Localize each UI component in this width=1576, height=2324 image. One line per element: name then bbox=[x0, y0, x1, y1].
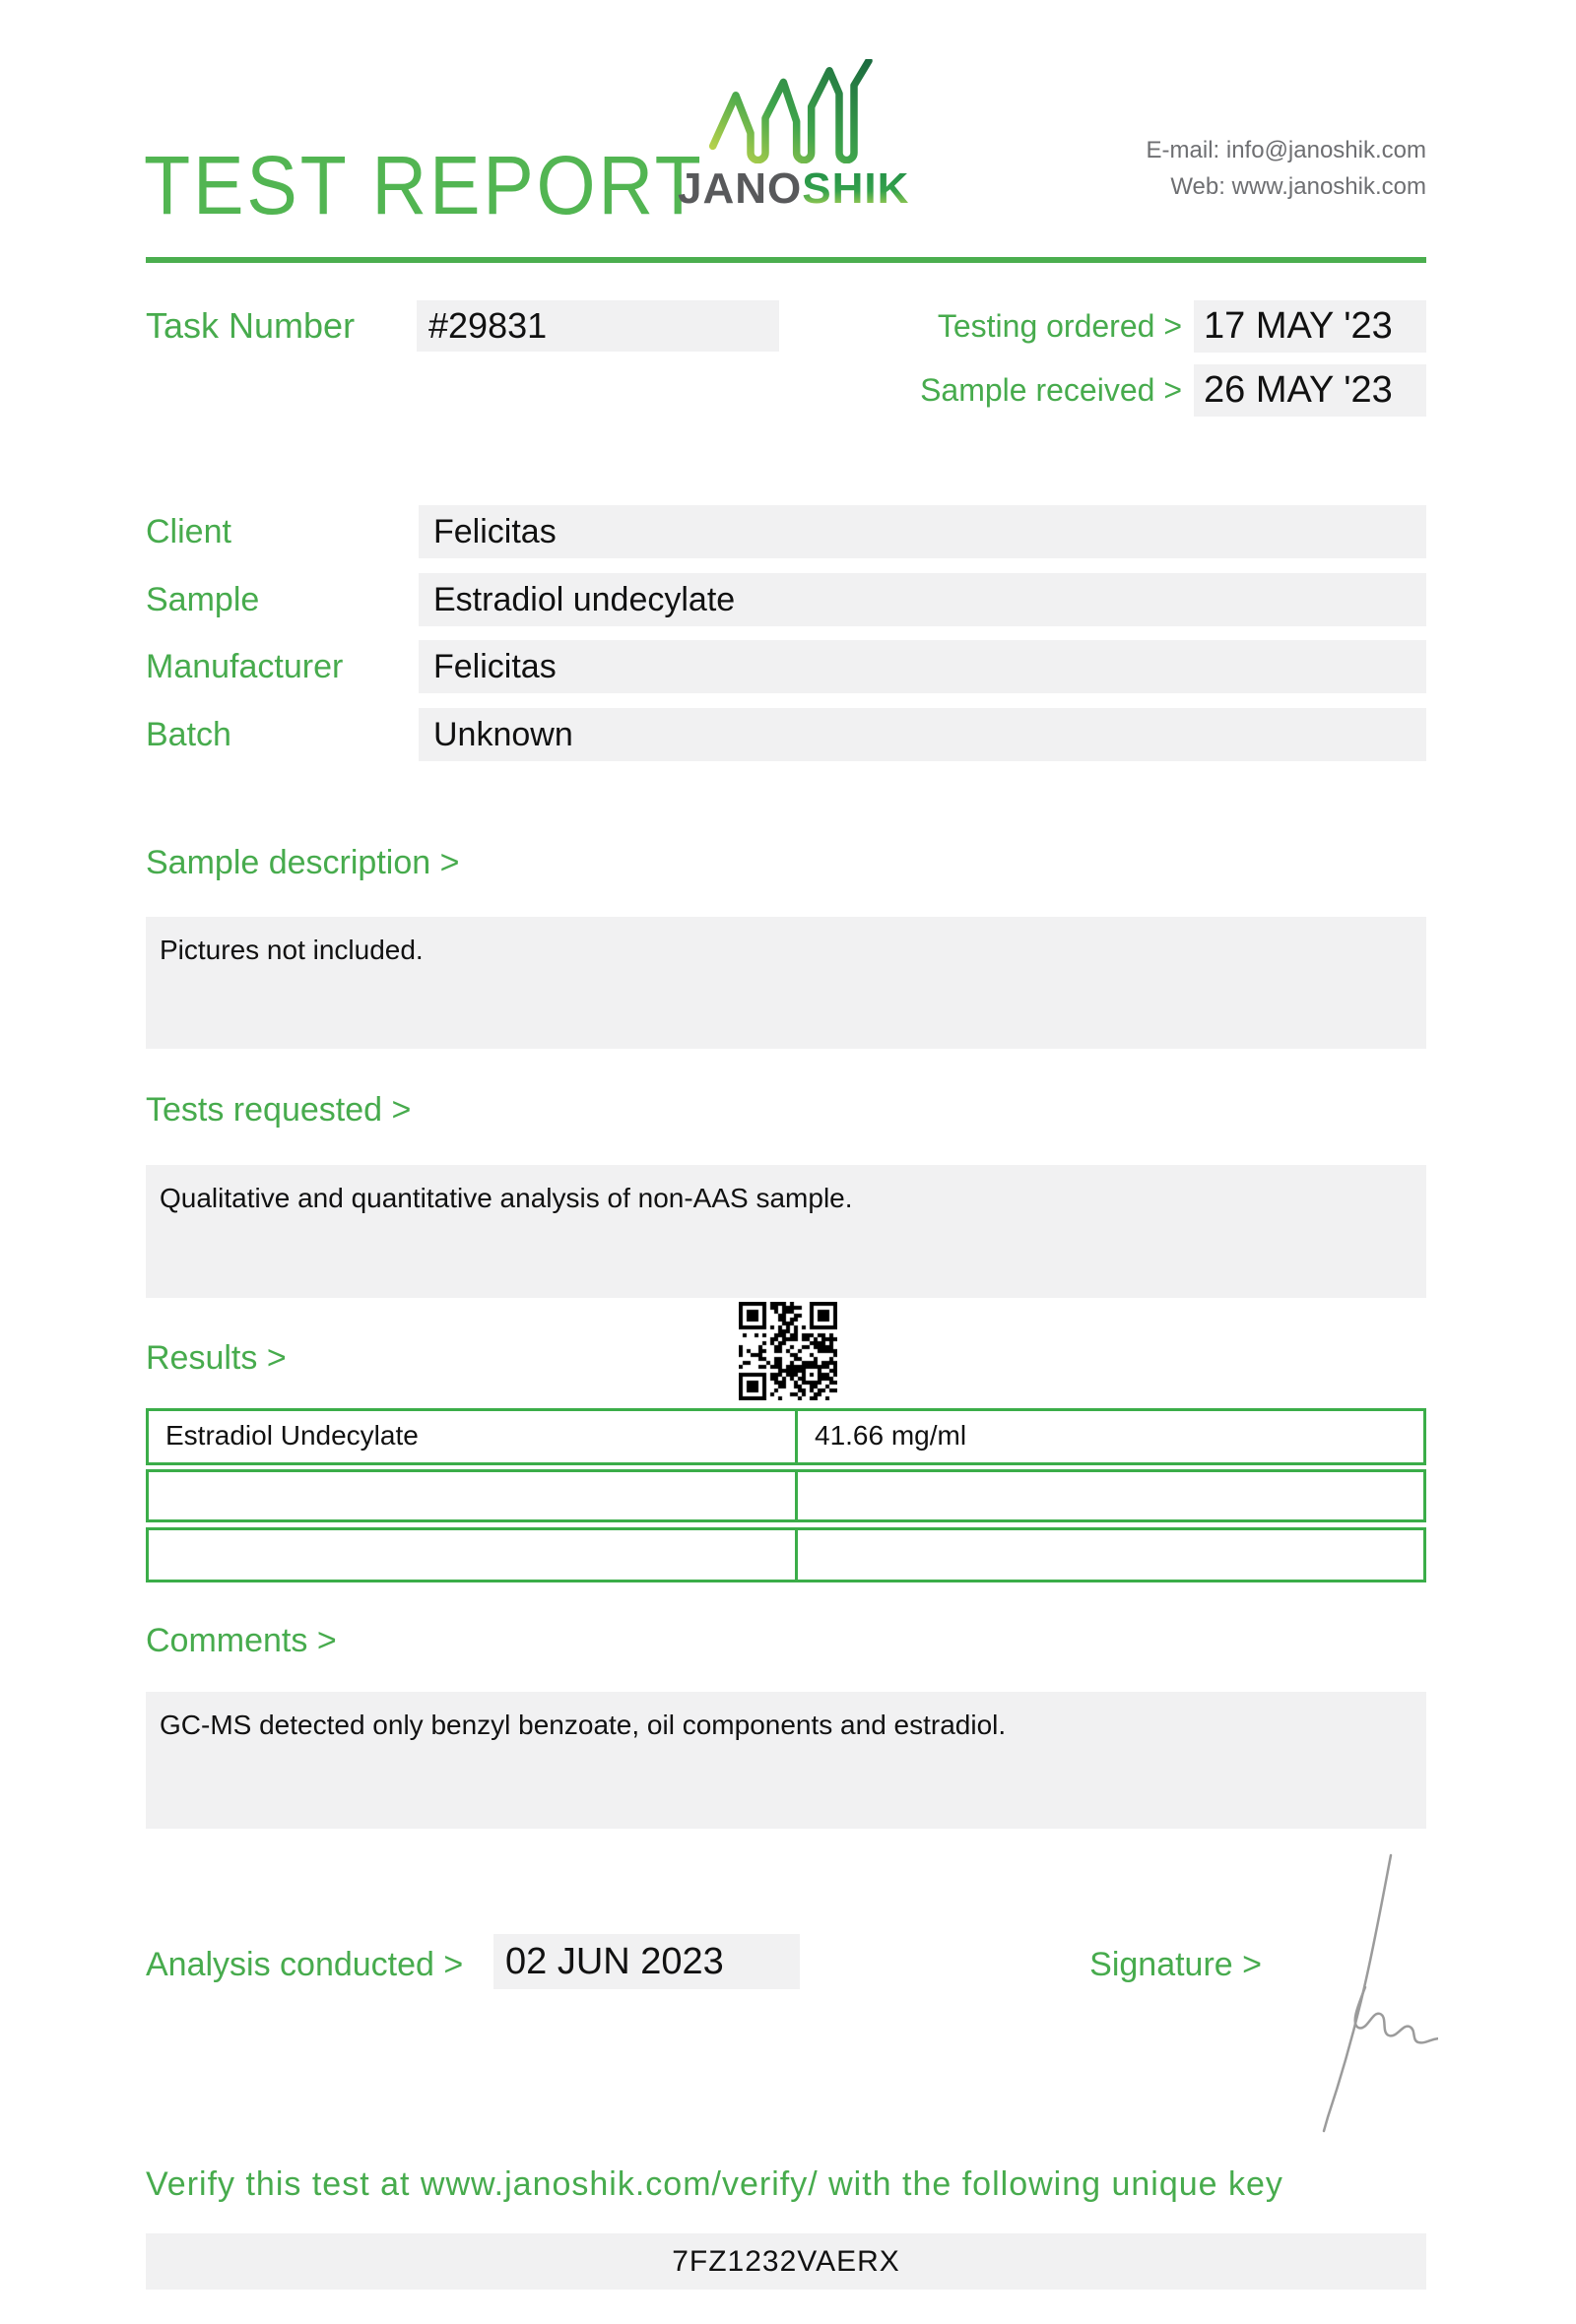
janoshik-logo bbox=[678, 59, 910, 213]
comments-text: GC-MS detected only benzyl benzoate, oil components and estradiol. bbox=[160, 1710, 1007, 1740]
signature-label: Signature > bbox=[1089, 1946, 1262, 1983]
result-name-cell bbox=[146, 1469, 798, 1522]
logo-text-jano: JANO bbox=[678, 164, 803, 213]
task-number-label: Task Number bbox=[146, 305, 356, 346]
sample-description-heading: Sample description > bbox=[146, 844, 460, 881]
logo-text-shik: SHIK bbox=[802, 164, 910, 213]
email-value: info@janoshik.com bbox=[1225, 137, 1426, 163]
batch-value-box bbox=[419, 708, 1426, 761]
comments-box bbox=[146, 1692, 1426, 1829]
sample-label: Sample bbox=[146, 581, 260, 618]
client-value-box bbox=[419, 505, 1426, 558]
contact-web-line bbox=[934, 168, 1426, 205]
task-number-value: #29831 bbox=[428, 305, 548, 346]
tests-requested-text: Qualitative and quantitative analysis of non-AAS sample. bbox=[160, 1183, 853, 1213]
result-value-cell bbox=[795, 1408, 1426, 1465]
sample-description-text: Pictures not included. bbox=[160, 935, 424, 965]
web-label: Web: bbox=[1170, 173, 1225, 200]
results-heading: Results > bbox=[146, 1339, 287, 1377]
testing-ordered-label: Testing ordered > bbox=[937, 308, 1182, 344]
result-value-cell bbox=[795, 1527, 1426, 1582]
result-name: Estradiol Undecylate bbox=[165, 1420, 419, 1451]
testing-ordered-box bbox=[1194, 300, 1426, 353]
result-value-cell bbox=[795, 1469, 1426, 1522]
table-row bbox=[146, 1408, 1426, 1465]
analysis-conducted-label: Analysis conducted > bbox=[146, 1946, 464, 1983]
analysis-date-box bbox=[493, 1934, 800, 1989]
sample-description-box bbox=[146, 917, 1426, 1049]
verify-key: 7FZ1232VAERX bbox=[672, 2245, 900, 2278]
qr-code bbox=[739, 1302, 837, 1400]
contact-email-line bbox=[934, 132, 1426, 168]
header-divider bbox=[146, 257, 1426, 263]
sample-received-label: Sample received > bbox=[920, 372, 1182, 408]
batch-value: Unknown bbox=[433, 716, 573, 753]
table-row bbox=[146, 1527, 1426, 1582]
sample-received-box bbox=[1194, 364, 1426, 417]
batch-label: Batch bbox=[146, 716, 231, 753]
results-table bbox=[146, 1408, 1426, 1582]
manufacturer-label: Manufacturer bbox=[146, 648, 344, 685]
table-row bbox=[146, 1469, 1426, 1522]
manufacturer-value: Felicitas bbox=[433, 648, 557, 685]
contact-info bbox=[934, 132, 1426, 205]
logo-wordmark bbox=[678, 164, 910, 213]
manufacturer-value-box bbox=[419, 640, 1426, 693]
analysis-date: 02 JUN 2023 bbox=[505, 1941, 724, 1982]
sample-value: Estradiol undecylate bbox=[433, 581, 736, 618]
result-value: 41.66 mg/ml bbox=[815, 1420, 967, 1451]
growth-chart-icon bbox=[706, 59, 874, 163]
testing-ordered-date: 17 MAY '23 bbox=[1204, 305, 1393, 347]
comments-heading: Comments > bbox=[146, 1622, 337, 1659]
web-value: www.janoshik.com bbox=[1231, 173, 1426, 200]
sample-received-date: 26 MAY '23 bbox=[1204, 369, 1393, 411]
sample-value-box bbox=[419, 573, 1426, 626]
signature-scribble bbox=[1280, 1849, 1438, 2140]
result-name-cell bbox=[146, 1527, 798, 1582]
task-number-box bbox=[417, 300, 779, 352]
email-label: E-mail: bbox=[1146, 137, 1220, 163]
verify-key-box bbox=[146, 2233, 1426, 2290]
client-value: Felicitas bbox=[433, 513, 557, 550]
tests-requested-box bbox=[146, 1165, 1426, 1298]
page-title: TEST REPORT bbox=[144, 139, 704, 231]
client-label: Client bbox=[146, 513, 231, 550]
tests-requested-heading: Tests requested > bbox=[146, 1091, 412, 1129]
result-name-cell bbox=[146, 1408, 798, 1465]
verify-instruction: Verify this test at www.janoshik.com/verify/ with the following unique key bbox=[146, 2165, 1283, 2203]
